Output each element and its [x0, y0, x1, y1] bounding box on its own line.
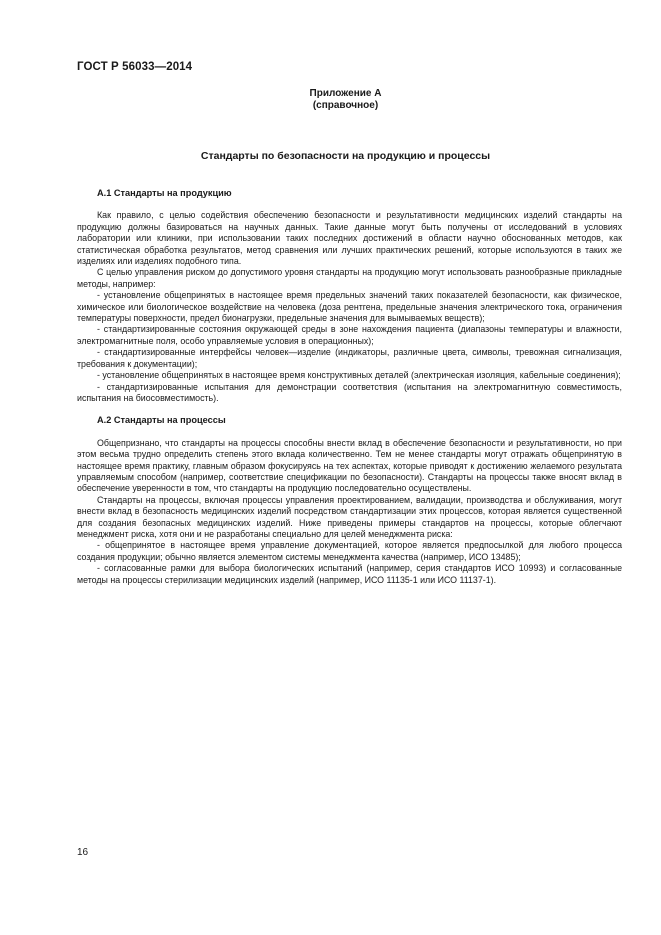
appendix-title: Стандарты по безопасности на продукцию и процессы [200, 150, 491, 162]
standard-code: ГОСТ Р 56033—2014 [77, 61, 193, 73]
a1-paragraph: Как правило, с целью содействия обеспечению безопасности и результативности медицинских изделий стандарты на продукцию должны базироваться на научных данных. Такие данные могут быть получены от исследований в условиях лаборатории или клиники, при использовании таких последних достижений в области научно обоснованных методов, как статистическая обработка результатов, метод сравнения или лучших практических решений, которые используются в таких же изделиях или изделиях подобного типа. [77, 210, 622, 267]
a1-list-item: - стандартизированные состояния окружающей среды в зоне нахождения пациента (диапазоны температуры и влажности, электромагнитные поля, особо управляемые условия в операционных); [77, 324, 622, 346]
appendix-type: (справочное) [312, 100, 379, 111]
a1-list-item: - стандартизированные интерфейсы человек—изделие (индикаторы, различные цвета, символы, тревожная сигнализация, требования к документации); [77, 347, 622, 369]
a1-list-item: - установление общепринятых в настоящее время конструктивных деталей (электрическая изоляция, кабельные соединения); [97, 370, 621, 381]
section-heading-a1: А.1 Стандарты на продукцию [97, 188, 232, 198]
section-heading-a2: А.2 Стандарты на процессы [97, 415, 226, 426]
appendix-label-block [0, 88, 661, 112]
appendix-label: Приложение А [309, 88, 382, 99]
a2-list-item: - общепринятое в настоящее время управление документацией, которое является предпосылкой для любого процесса создания продукции; обычно является элементом системы менеджмента качества (например, ИСО 13485); [77, 540, 622, 562]
a2-paragraph: Общепризнано, что стандарты на процессы способны внести вклад в обеспечение безопасности и результативности, но при этом весьма трудно определить степень этого вклада количественно. Тем не менее стандарты могут отражать общепринятую в настоящее время практику, главным образом фокусируясь на тех аспектах, которые приводят к достижению желаемого результата управляемым способом (например, соответствие спецификации по безопасности). Стандарты на процессы также вносят вклад в обеспечение уверенности в том, что стандарты на продукцию последовательно осуществлены. [77, 437, 622, 494]
page-number: 16 [77, 847, 89, 858]
a1-list-item: - стандартизированные испытания для демонстрации соответствия (испытания на электромагнитную совместимость, испытания на биосовместимость). [77, 381, 622, 403]
document-body [77, 188, 622, 586]
a2-paragraph: Стандарты на процессы, включая процессы управления проектированием, валидации, производства и обслуживания, могут внести вклад в безопасность медицинских изделий посредством стандартизации этих процессов, которая является существенной для создания безопасных медицинских изделий. Ниже приведены примеры стандартов на процессы, которые облегчают менеджмент риска, хотя они и не разработаны специально для целей менеджмента риска: [77, 494, 622, 539]
a1-list-item: - установление общепринятых в настоящее время предельных значений таких показателей безопасности, как физическое, химическое или биологическое воздействие на человека (доза рентгена, предельные значения электрического тока, ограничения температуры поверхности, предел бионагрузки, предельные значения для вымываемых веществ); [77, 290, 622, 324]
a2-list-item: - согласованные рамки для выбора биологических испытаний (например, серия стандартов ИСО 10993) и согласованные методы на процессы стерилизации медицинских изделий (например, ИСО 11135-1 или ИСО 11137-1). [77, 563, 622, 585]
a1-paragraph: С целью управления риском до допустимого уровня стандарты на продукцию могут использовать разнообразные прикладные методы, например: [77, 267, 622, 289]
